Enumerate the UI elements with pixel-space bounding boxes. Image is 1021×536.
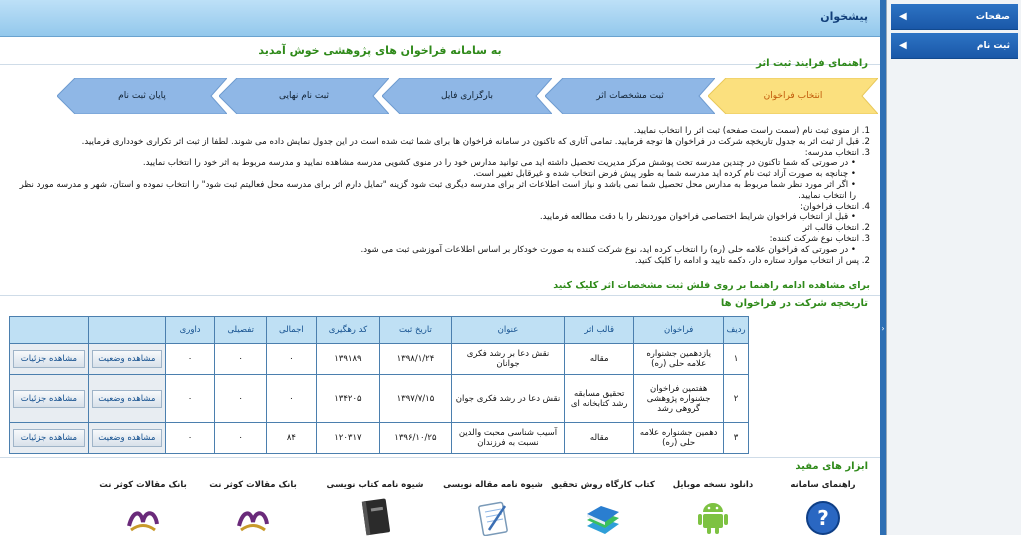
divider [0, 457, 880, 458]
step-work-details[interactable] [545, 78, 715, 114]
step-label: ثبت نام نهایی [278, 91, 329, 101]
caret-left-icon: ◀ [899, 11, 907, 22]
sidebar-item-registration[interactable] [891, 33, 1018, 59]
tool-system-guide[interactable] [768, 480, 878, 530]
sidebar [886, 0, 1021, 535]
cell-row-number: ۲ [724, 375, 749, 423]
cell-format: مقاله [565, 344, 634, 375]
cell-detail-score: ۰ [215, 375, 267, 423]
chevron-right-icon[interactable]: › [881, 324, 885, 333]
col-header-review: داوری [165, 317, 215, 344]
cell-format: تحقیق مسابقه رشد کتابخانه ای [565, 375, 634, 423]
tool-label: دانلود نسخه موبایل [672, 480, 754, 490]
guide-more-link[interactable]: برای مشاهده ادامه راهنما بر روی فلش ثبت مشخصات اثر کلیک کنید [553, 280, 870, 291]
cell-detail-action [10, 423, 89, 454]
col-header-summary-score: اجمالی [267, 317, 317, 344]
sidebar-item-label: صفحات [975, 11, 1010, 22]
view-details-button[interactable]: مشاهده جزئیات [13, 390, 85, 408]
instruction-line: • اگر اثر مورد نظر شما مربوط به مدارس محل تحصیل شما نمی باشد و نیاز است اطلاعات اثر برای مدرسه دیگری ثبت شود گزینه "تمایل دارم اثر برای مدرسه محل فعالیتم ثبت شود" را انتخاب نموده و استان، شهر و مدرسه مورد نظر [19, 179, 856, 190]
step-label: ثبت مشخصات اثر [596, 91, 664, 101]
instructions-list [10, 126, 870, 266]
tool-kowsarnet-bank[interactable] [198, 480, 308, 490]
cell-status-action [88, 423, 165, 454]
sidebar-item-pages[interactable] [891, 4, 1018, 30]
view-status-button[interactable]: مشاهده وضعیت [92, 429, 162, 447]
history-table [9, 316, 749, 454]
tool-label: بانک مقالات کوثر نت [99, 480, 187, 490]
step-label: انتخاب فراخوان [763, 91, 823, 101]
view-details-button[interactable]: مشاهده جزئیات [13, 350, 85, 368]
cell-title: نقش دعا در رشد فکری جوان [451, 375, 564, 423]
instruction-line: 2. انتخاب قالب اثر [802, 223, 870, 234]
instruction-line: 2. قبل از ثبت اثر به جدول تاریخچه شرکت در فراخوان ها توجه فرمایید. تمامی آثاری که تاکنون در سامانه فراخوان ها برای شما ثبت شده است در این جدول نمایش داده می شوند. لطفا از ثبت اثر تکراری خودداری فرمایید. [81, 136, 870, 147]
col-header-status-action [88, 317, 165, 344]
col-header-tracking-code: کد رهگیری [316, 317, 379, 344]
tool-mobile-download[interactable] [658, 480, 768, 490]
tool-label: شیوه نامه کتاب نویسی [326, 480, 424, 490]
tools-title: ابزار های مفید [795, 461, 868, 472]
instruction-line: 4. انتخاب فراخوان: [800, 201, 870, 212]
divider [0, 64, 880, 65]
help-icon [805, 496, 841, 536]
step-file-upload[interactable] [382, 78, 552, 114]
cell-date: ۱۳۹۶/۱۰/۲۵ [380, 423, 452, 454]
tool-label: بانک مقالات کوثر نت [209, 480, 297, 490]
instruction-line: را انتخاب نمایید. [798, 190, 856, 201]
table-row [10, 423, 749, 454]
instruction-line: 3. انتخاب نوع شرکت کننده: [769, 233, 870, 244]
cell-status-action [88, 344, 165, 375]
cell-title: نقش دعا بر رشد فکری جوانان [451, 344, 564, 375]
cell-detail-action [10, 344, 89, 375]
cell-review: ۰ [165, 423, 215, 454]
instruction-line: 3. انتخاب مدرسه: [804, 147, 870, 158]
cell-format: مقاله [565, 423, 634, 454]
cell-title: آسیب شناسی محبت والدین نسبت به فرزندان [451, 423, 564, 454]
kowsarnet-logo-icon [235, 496, 271, 536]
instruction-line: • در صورتی که فراخوان علامه حلی (ره) را انتخاب کرده اید، نوع شرکت کننده به صورت خودکار بر اساس اطلاعات آموزشی ثبت می شود. [360, 244, 856, 255]
cell-date: ۱۳۹۷/۷/۱۵ [380, 375, 452, 423]
cell-row-number: ۱ [724, 344, 749, 375]
tool-kowsarnet-bank[interactable] [88, 480, 198, 490]
notepad-icon [475, 496, 511, 536]
col-header-title: عنوان [451, 317, 564, 344]
cell-review: ۰ [165, 375, 215, 423]
cell-row-number: ۳ [724, 423, 749, 454]
cell-status-action [88, 375, 165, 423]
col-header-detail-score: تفصیلی [215, 317, 267, 344]
page-header [0, 0, 880, 37]
instruction-line: • قبل از انتخاب فراخوان شرایط اختصاصی فراخوان موردنظر را با دقت مطالعه فرمایید. [539, 212, 856, 223]
guide-title: راهنمای فرایند ثبت اثر [756, 58, 868, 69]
tool-label: کتاب کارگاه روش تحقیق [551, 480, 655, 490]
tool-book-writing-guide[interactable] [320, 480, 430, 490]
cell-detail-score: ۰ [215, 344, 267, 375]
cell-tracking-code: ۱۲۰۳۱۷ [316, 423, 379, 454]
col-header-row-number: ردیف [724, 317, 749, 344]
cell-call: دهمین جشنواره علامه حلی (ره) [634, 423, 724, 454]
cell-review: ۰ [165, 344, 215, 375]
instruction-line: • چنانچه به صورت آزاد ثبت نام کرده اید مدرسه شما به طور پیش فرض انتخاب شده و غیرقابل تغییر است. [473, 169, 856, 180]
table-row [10, 375, 749, 423]
tool-article-writing-guide[interactable] [438, 480, 548, 490]
view-status-button[interactable]: مشاهده وضعیت [92, 350, 162, 368]
cell-tracking-code: ۱۳۴۲۰۵ [316, 375, 379, 423]
col-header-format: قالب اثر [565, 317, 634, 344]
history-title: تاریخچه شرکت در فراخوان ها [720, 298, 868, 309]
tool-label: راهنمای سامانه [790, 480, 856, 490]
instruction-line: 2. پس از انتخاب موارد ستاره دار، دکمه تایید و ادامه را کلیک کنید. [634, 255, 870, 266]
cell-call: هفتمین فراخوان جشنواره پژوهشی گروهی رشد [634, 375, 724, 423]
cell-summary-score: ۸۴ [267, 423, 317, 454]
step-select-call[interactable] [708, 78, 878, 114]
cell-tracking-code: ۱۳۹۱۸۹ [316, 344, 379, 375]
step-final-registration[interactable] [219, 78, 389, 114]
cell-date: ۱۳۹۸/۱/۲۴ [380, 344, 452, 375]
book-icon [357, 496, 393, 536]
table-header-row [10, 317, 749, 344]
page-title: پیشخوان [820, 10, 868, 23]
col-header-call: فراخوان [634, 317, 724, 344]
view-details-button[interactable]: مشاهده جزئیات [13, 429, 85, 447]
tool-research-book[interactable] [548, 480, 658, 490]
view-status-button[interactable]: مشاهده وضعیت [92, 390, 162, 408]
col-header-detail-action [10, 317, 89, 344]
col-header-date: تاریخ ثبت [380, 317, 452, 344]
instruction-line: • در صورتی که شما تاکنون در چندین مدرسه تحت پوشش مرکز مدیریت تحصیل داشته اید می توانید مدارس خود را در منوی کشویی مدرسه مشاهده نمایید و مدرسه مربوط به اثر خود را انتخاب نمایید. [142, 158, 856, 169]
cell-call: یازدهمین جشنواره علامه حلی (ره) [634, 344, 724, 375]
cell-summary-score: ۰ [267, 375, 317, 423]
sidebar-item-label: ثبت نام [976, 40, 1010, 51]
caret-left-icon: ◀ [899, 40, 907, 51]
books-icon [585, 496, 621, 536]
divider [0, 295, 880, 296]
step-label: بارگزاری فایل [441, 91, 493, 101]
kowsarnet-logo-icon [125, 496, 161, 536]
cell-detail-score: ۰ [215, 423, 267, 454]
svg-text:?: ? [817, 506, 829, 530]
instruction-line: 1. از منوی ثبت نام (سمت راست صفحه) ثبت اثر را انتخاب نمایید. [633, 126, 870, 136]
sidebar-collapse-bar[interactable] [880, 0, 886, 535]
step-label: پایان ثبت نام [118, 91, 166, 101]
cell-summary-score: ۰ [267, 344, 317, 375]
tool-label: شیوه نامه مقاله نویسی [443, 480, 543, 490]
step-finish[interactable] [57, 78, 227, 114]
android-icon [695, 496, 731, 536]
cell-detail-action [10, 375, 89, 423]
table-row [10, 344, 749, 375]
welcome-message: به سامانه فراخوان های پژوهشی خوش آمدید [258, 44, 502, 57]
